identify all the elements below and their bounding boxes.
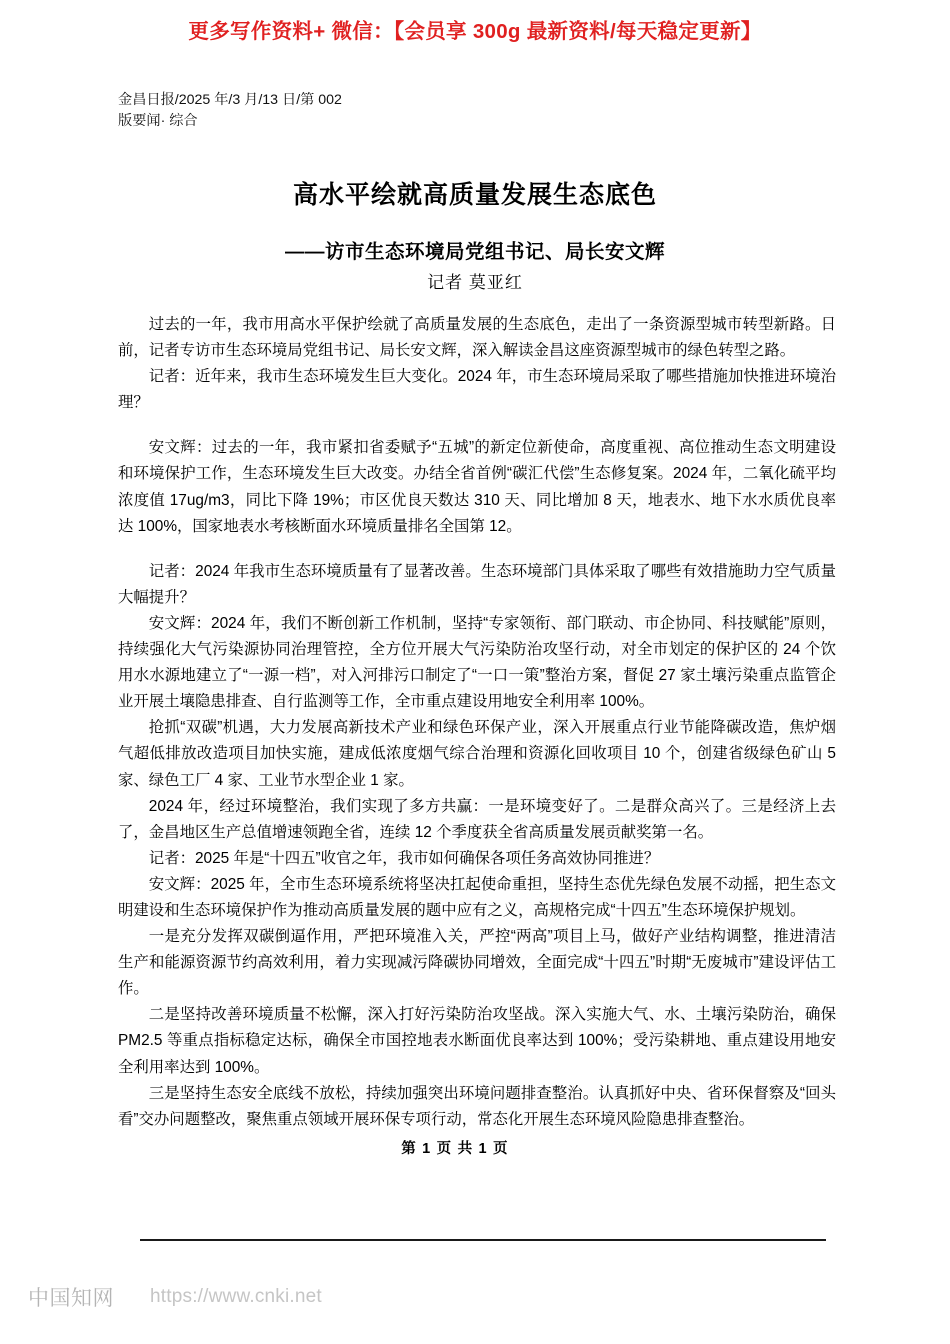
cnki-url-text: https://www.cnki.net [150, 1286, 322, 1307]
author-byline: 记者 莫亚红 [427, 273, 523, 292]
article-paragraph: 一是充分发挥双碳倒逼作用，严把环境准入关，严控“两高”项目上马，做好产业结构调整，推进清洁生产和能源资源节约高效利用，着力实现减污降碳协同增效，全面完成“十四五”时期“无废城市”建设评估工作。 [118, 928, 836, 998]
cnki-watermark [28, 1282, 322, 1312]
article-paragraph: 安文辉：2024 年，我们不断创新工作机制，坚持“专家领衔、部门联动、市企协同、科技赋能”原则，持续强化大气污染源协同治理管控，全方位开展大气污染防治攻坚行动，对全市划定的保护区的 24 个饮用水水源地建立了“一源一档”，对入河排污口制定了“一口一策”整治方案，督促 27 家土壤污染重点监管企业开展土壤隐患排查、自行监测等工作，全市重点建设用地安全利用率 100%。 [118, 614, 836, 711]
source-line-section: 版要闻· 综合 [118, 113, 198, 129]
article-paragraph: 过去的一年，我市用高水平保护绘就了高质量发展的生态底色，走出了一条资源型城市转型新路。日前，记者专访市生态环境局党组书记、局长安文辉，深入解读金昌这座资源型城市的绿色转型之路。 [118, 316, 836, 360]
page-title: 高水平绘就高质量发展生态底色 [292, 180, 657, 209]
footer-divider [140, 1239, 826, 1241]
article-paragraph: 三是坚持生态安全底线不放松，持续加强突出环境问题排查整治。认真抓好中央、省环保督察及“回头看”交办问题整改，聚焦重点领域开展环保专项行动，常态化开展生态环境风险隐患排查整治。 [118, 1084, 836, 1128]
article-paragraph: 安文辉：2025 年，全市生态环境系统将坚决扛起使命重担，坚持生态优先绿色发展不动摇，把生态文明建设和生态环境保护作为推动高质量发展的题中应有之义，高规格完成“十四五”生态环境保护规划。 [118, 875, 836, 919]
article-paragraph: 记者：近年来，我市生态环境发生巨大变化。2024 年，市生态环境局采取了哪些措施加快推进环境治理？ [118, 368, 836, 412]
article-paragraph: 记者：2024 年我市生态环境质量有了显著改善。生态环境部门具体采取了哪些有效措施助力空气质量大幅提升？ [118, 562, 836, 606]
page-number-indicator: 第 1 页 共 1 页 [401, 1141, 509, 1157]
article-body [118, 312, 836, 1133]
article-paragraph: 抢抓“双碳”机遇，大力发展高新技术产业和绿色环保产业，深入开展重点行业节能降碳改造，焦炉烟气超低排放改造项目加快实施，建成低浓度烟气综合治理和资源化回收项目 10 个，创建省级绿色矿山 5 家、绿色工厂 4 家、工业节水型企业 1 家。 [118, 719, 836, 789]
article-paragraph: 二是坚持改善环境质量不松懈，深入打好污染防治攻坚战。深入实施大气、水、土壤污染防治，确保 PM2.5 等重点指标稳定达标，确保全市国控地表水断面优良率达到 100%；受污染耕地、重点建设用地安全利用率达到 100%。 [118, 1006, 836, 1076]
article-paragraph: 记者：2025 年是“十四五”收官之年，我市如何确保各项任务高效协同推进？ [148, 849, 660, 867]
source-citation [118, 90, 548, 132]
promotional-banner: 更多写作资料+ 微信：【会员享 300g 最新资料/每天稳定更新】 [188, 20, 762, 43]
article-paragraph: 安文辉：过去的一年，我市紧扣省委赋予“五城”的新定位新使命，高度重视、高位推动生态文明建设和环境保护工作，生态环境发生巨大改变。办结全省首例“碳汇代偿”生态修复案。2024 年，二氧化硫平均浓度值 17ug/m3，同比下降 19%；市区优良天数达 310 天、同比增加 8 天，地表水、地下水水质优良率达 100%，国家地表水考核断面水环境质量排名全国第 12。 [118, 439, 836, 535]
cnki-logo-text: 中国知网 [28, 1287, 114, 1310]
source-line-publication: 金昌日报/2025 年/3 月/13 日/第 002 [118, 92, 342, 108]
article-paragraph: 2024 年，经过环境整治，我们实现了多方共赢：一是环境变好了。二是群众高兴了。三是经济上去了，金昌地区生产总值增速领跑全省，连续 12 个季度获全省高质量发展贡献奖第一名。 [118, 797, 836, 841]
page-subtitle: ——访市生态环境局党组书记、局长安文辉 [284, 241, 665, 264]
